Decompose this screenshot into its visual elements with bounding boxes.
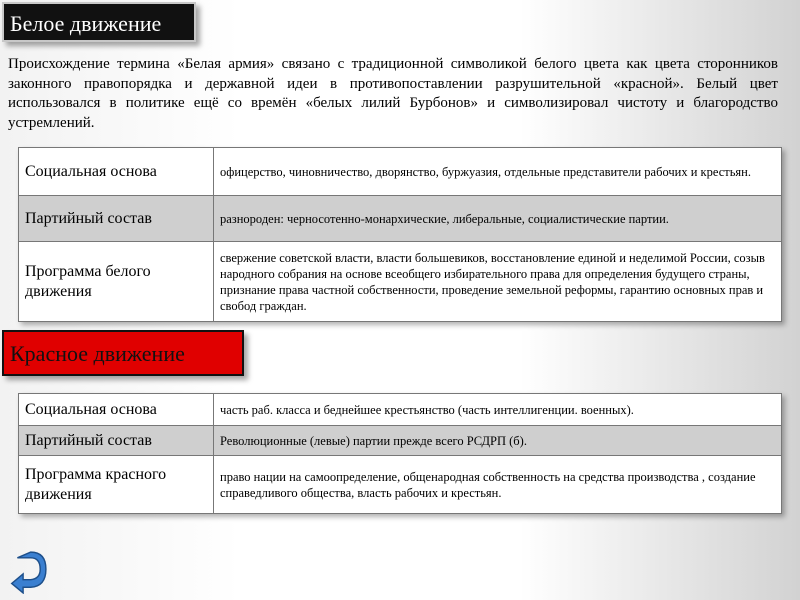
return-arrow-icon — [6, 550, 50, 594]
table-row — [19, 394, 782, 426]
row-value: свержение советской власти, власти большевиков, восстановление единой и неделимой России, созыв народного собрания на основе всеобщего избирательного права для определения будущего страны, признание права частной собственности, проведение земельной реформы, гарантию основных прав и свобод граждан. — [214, 242, 782, 322]
section-title-red: Красное движение — [2, 330, 244, 376]
row-value: офицерство, чиновничество, дворянство, буржуазия, отдельные представители рабочих и крестьян. — [214, 148, 782, 196]
white-movement-table — [18, 147, 782, 322]
row-label: Социальная основа — [19, 148, 214, 196]
row-label: Партийный состав — [19, 426, 214, 456]
back-button[interactable] — [6, 550, 50, 594]
row-value: разнороден: черносотенно-монархические, либеральные, социалистические партии. — [214, 196, 782, 242]
table-row — [19, 242, 782, 322]
row-label: Программа белого движения — [19, 242, 214, 322]
intro-paragraph: Происхождение термина «Белая армия» связано с традиционной символикой белого цвета как цвета сторонников законного правопорядка и державной идеи в противопоставлении разрушительной «красной». Белый цвет использовался в политике ещё со времён «белых лилий Бурбонов» и символизировал чистоту и благородство устремлений. — [8, 56, 778, 131]
table-row — [19, 426, 782, 456]
table-row — [19, 456, 782, 514]
row-value: часть раб. класса и беднейшее крестьянство (часть интеллигенции. военных). — [214, 394, 782, 426]
row-value: право нации на самоопределение, общенародная собственность на средства производства , создание справедливого общества, власть рабочих и крестьян. — [214, 456, 782, 514]
row-label: Социальная основа — [19, 394, 214, 426]
row-label: Партийный состав — [19, 196, 214, 242]
table-row — [19, 196, 782, 242]
red-movement-table — [18, 393, 782, 514]
section-title-white: Белое движение — [2, 2, 196, 42]
row-label: Программа красного движения — [19, 456, 214, 514]
table-row — [19, 148, 782, 196]
row-value: Революционные (левые) партии прежде всего РСДРП (б). — [214, 426, 782, 456]
